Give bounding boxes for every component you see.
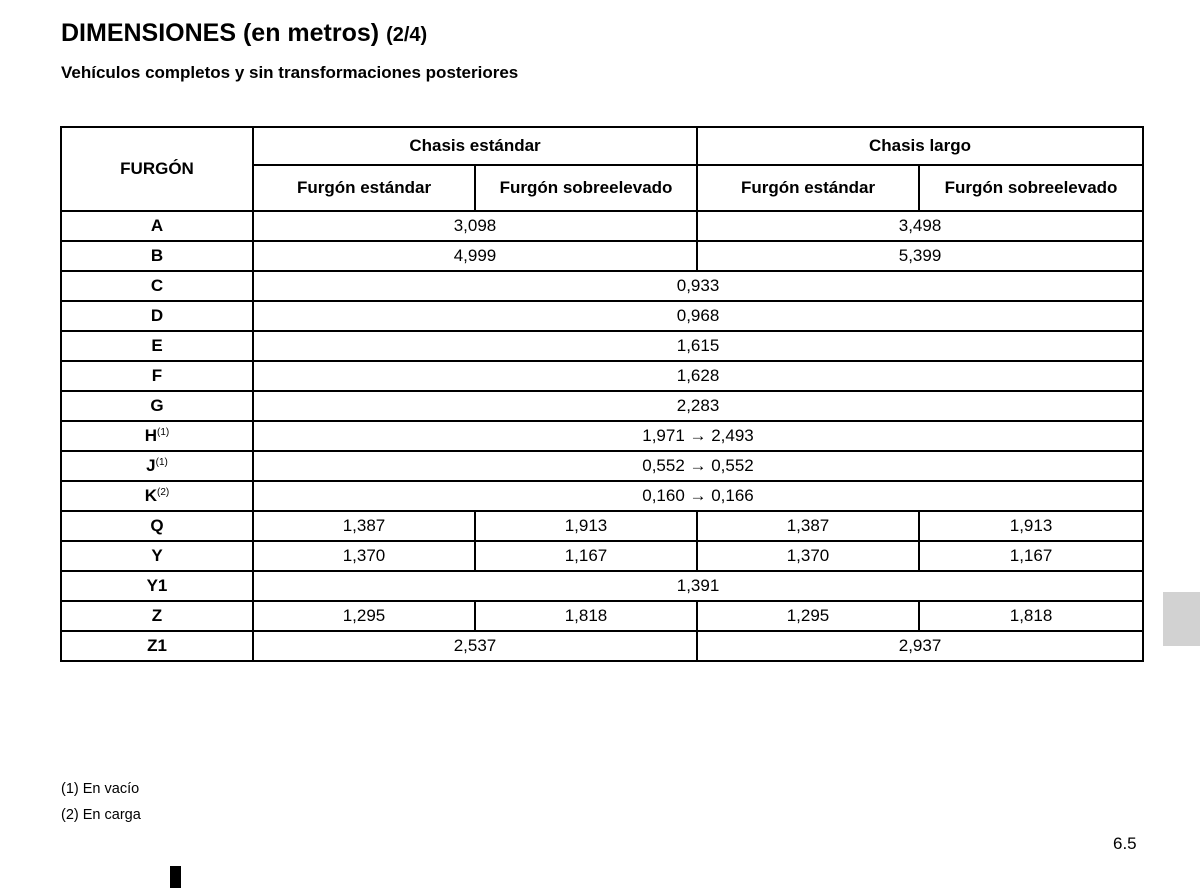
table-cell: 0,968 — [253, 301, 1143, 331]
row-label — [61, 391, 253, 421]
table-row — [61, 391, 1143, 421]
table-cell: 0,933 — [253, 271, 1143, 301]
row-label-text: E — [151, 336, 163, 355]
table-cell: 1,295 — [253, 601, 475, 631]
table-cell: 1,370 — [697, 541, 919, 571]
table-row — [61, 481, 1143, 511]
row-label — [61, 511, 253, 541]
table-row — [61, 511, 1143, 541]
row-label — [61, 421, 253, 451]
row-label-text: H — [144, 426, 158, 445]
row-label — [61, 331, 253, 361]
table-cell: 2,937 — [697, 631, 1143, 661]
table-cell: 1,167 — [919, 541, 1143, 571]
row-label-text: C — [150, 276, 164, 295]
row-label-footnote-ref: (1) — [155, 457, 168, 468]
page-number: 6.5 — [1113, 834, 1137, 853]
table-row — [61, 541, 1143, 571]
row-label-text: F — [151, 366, 163, 385]
header-furgon-sobreelevado: Furgón sobreelevado — [919, 165, 1143, 211]
row-label — [61, 601, 253, 631]
table-cell: 1,387 — [697, 511, 919, 541]
footnote-1: (1) En vacío — [61, 781, 140, 797]
table-cell: 2,283 — [253, 391, 1143, 421]
table-corner-label: FURGÓN — [61, 127, 253, 211]
table-header-row-groups — [61, 127, 1143, 165]
table-cell: 4,999 — [253, 241, 697, 271]
table-cell: 1,615 — [253, 331, 1143, 361]
page-title — [61, 19, 427, 48]
row-label-text: A — [150, 216, 164, 235]
table-cell: 0,552 → 0,552 — [253, 451, 1143, 481]
table-row — [61, 271, 1143, 301]
table-cell: 1,387 — [253, 511, 475, 541]
table-cell: 3,498 — [697, 211, 1143, 241]
crop-mark — [170, 866, 181, 888]
table-row — [61, 301, 1143, 331]
header-furgon-estandar: Furgón estándar — [697, 165, 919, 211]
row-label-text: Q — [150, 516, 164, 535]
table-row — [61, 211, 1143, 241]
row-label — [61, 241, 253, 271]
table-cell: 1,391 — [253, 571, 1143, 601]
table-cell: 5,399 — [697, 241, 1143, 271]
table-cell: 1,818 — [919, 601, 1143, 631]
table-row — [61, 571, 1143, 601]
row-label-footnote-ref: (1) — [157, 427, 170, 438]
table-row — [61, 331, 1143, 361]
table-cell: 1,167 — [475, 541, 697, 571]
row-label — [61, 451, 253, 481]
row-label — [61, 541, 253, 571]
table-row — [61, 361, 1143, 391]
row-label-text: B — [150, 246, 164, 265]
table-cell: 1,295 — [697, 601, 919, 631]
header-furgon-estandar: Furgón estándar — [253, 165, 475, 211]
table-cell: 1,370 — [253, 541, 475, 571]
row-label-text: K — [144, 486, 158, 505]
footnotes — [61, 776, 141, 828]
row-label-text: Y — [151, 546, 163, 565]
table-cell: 1,628 — [253, 361, 1143, 391]
page-subtitle: Vehículos completos y sin transformaciones posteriores — [61, 63, 519, 82]
table-row — [61, 601, 1143, 631]
row-label-footnote-ref: (2) — [157, 487, 170, 498]
footnote-2: (2) En carga — [61, 807, 141, 823]
row-label — [61, 211, 253, 241]
section-side-tab — [1163, 592, 1200, 646]
row-label-text: Y1 — [146, 576, 168, 595]
row-label — [61, 301, 253, 331]
table-cell: 1,913 — [475, 511, 697, 541]
row-label-text: Z — [151, 606, 163, 625]
dimensions-table — [60, 126, 1144, 662]
header-group-chasis-largo: Chasis largo — [697, 127, 1143, 165]
page-part-indicator: (2/4) — [386, 24, 428, 46]
row-label — [61, 631, 253, 661]
header-furgon-sobreelevado: Furgón sobreelevado — [475, 165, 697, 211]
table-row — [61, 421, 1143, 451]
row-label — [61, 271, 253, 301]
table-cell: 2,537 — [253, 631, 697, 661]
row-label-text: G — [150, 396, 164, 415]
page-title-text: DIMENSIONES (en metros) — [61, 19, 380, 47]
row-label-text: Z1 — [147, 636, 167, 655]
row-label — [61, 571, 253, 601]
table-cell: 1,818 — [475, 601, 697, 631]
table-row — [61, 451, 1143, 481]
table-cell: 3,098 — [253, 211, 697, 241]
table-cell: 0,160 → 0,166 — [253, 481, 1143, 511]
table-row — [61, 241, 1143, 271]
table-row — [61, 631, 1143, 661]
header-group-chasis-estandar: Chasis estándar — [253, 127, 697, 165]
row-label — [61, 361, 253, 391]
table-body — [61, 211, 1143, 661]
table-cell: 1,913 — [919, 511, 1143, 541]
row-label-text: J — [146, 456, 156, 475]
table-cell: 1,971 → 2,493 — [253, 421, 1143, 451]
row-label — [61, 481, 253, 511]
row-label-text: D — [150, 306, 164, 325]
